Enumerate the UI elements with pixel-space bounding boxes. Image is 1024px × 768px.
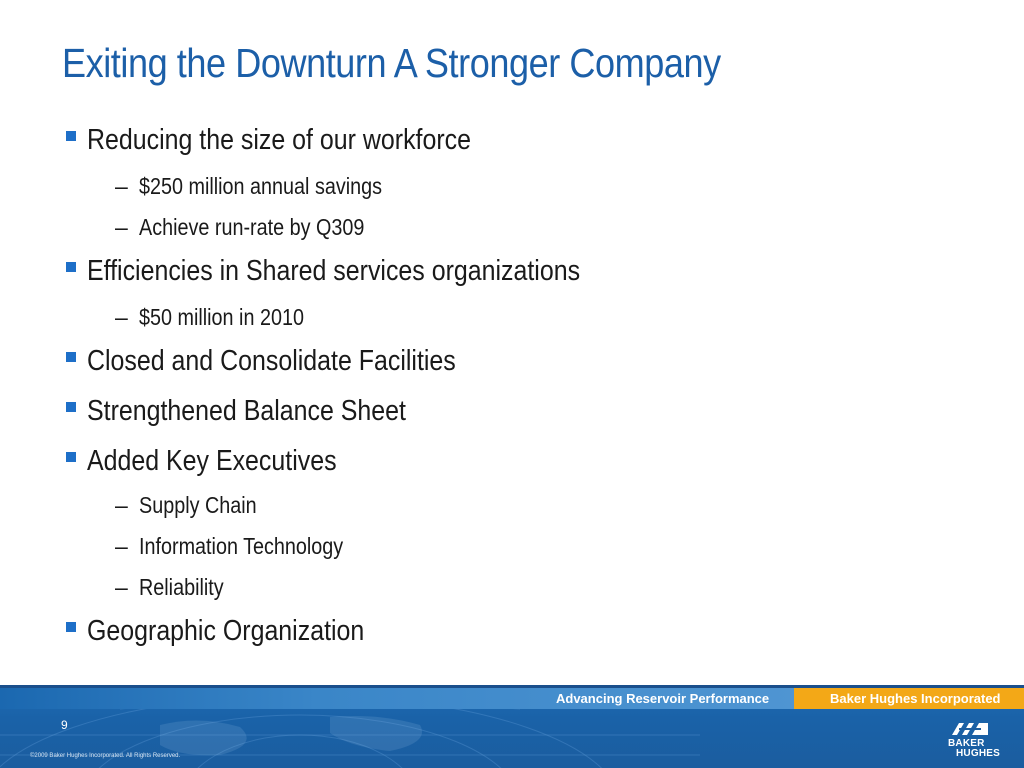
sub-bullet-item: – Achieve run-rate by Q309 bbox=[115, 214, 365, 240]
copyright-text: ©2009 Baker Hughes Incorporated. All Rights Reserved. bbox=[30, 753, 181, 759]
sub-bullet-item: – $50 million in 2010 bbox=[115, 304, 304, 330]
page-number: 9 bbox=[61, 718, 68, 732]
dash-bullet-icon: – bbox=[115, 492, 128, 518]
dash-bullet-icon: – bbox=[115, 533, 128, 559]
logo-wordmark bbox=[948, 739, 1000, 759]
bullet-item: Efficiencies in Shared services organizations bbox=[66, 255, 660, 288]
dash-bullet-icon: – bbox=[115, 574, 128, 600]
square-bullet-icon bbox=[66, 622, 76, 632]
square-bullet-icon bbox=[66, 352, 76, 362]
bullet-item: Reducing the size of our workforce bbox=[66, 124, 534, 157]
logo-line-1: BAKER bbox=[948, 738, 985, 749]
bullet-item: Strengthened Balance Sheet bbox=[66, 395, 458, 428]
square-bullet-icon bbox=[66, 402, 76, 412]
sub-bullet-item: – Supply Chain bbox=[115, 492, 257, 518]
dash-bullet-icon: – bbox=[115, 173, 128, 199]
dash-bullet-icon: – bbox=[115, 304, 128, 330]
baker-hughes-logo-icon bbox=[948, 722, 1000, 760]
bullet-item: Closed and Consolidate Facilities bbox=[66, 345, 516, 378]
bullet-item: Geographic Organization bbox=[66, 615, 409, 648]
sub-bullet-item: – Information Technology bbox=[115, 533, 344, 559]
square-bullet-icon bbox=[66, 131, 76, 141]
company-name: Baker Hughes Incorporated bbox=[830, 691, 1001, 706]
logo-line-2: HUGHES bbox=[956, 748, 1000, 759]
bullet-item: Added Key Executives bbox=[66, 445, 377, 478]
square-bullet-icon bbox=[66, 262, 76, 272]
slide-title: Exiting the Downturn A Stronger Company bbox=[62, 40, 721, 86]
sub-bullet-item: – Reliability bbox=[115, 574, 224, 600]
sub-bullet-item: – $250 million annual savings bbox=[115, 173, 383, 199]
footer-bar bbox=[0, 685, 1024, 768]
tagline-text: Advancing Reservoir Performance bbox=[556, 691, 770, 706]
logo-mark-icon bbox=[950, 722, 990, 736]
dash-bullet-icon: – bbox=[115, 214, 128, 240]
square-bullet-icon bbox=[66, 452, 76, 462]
